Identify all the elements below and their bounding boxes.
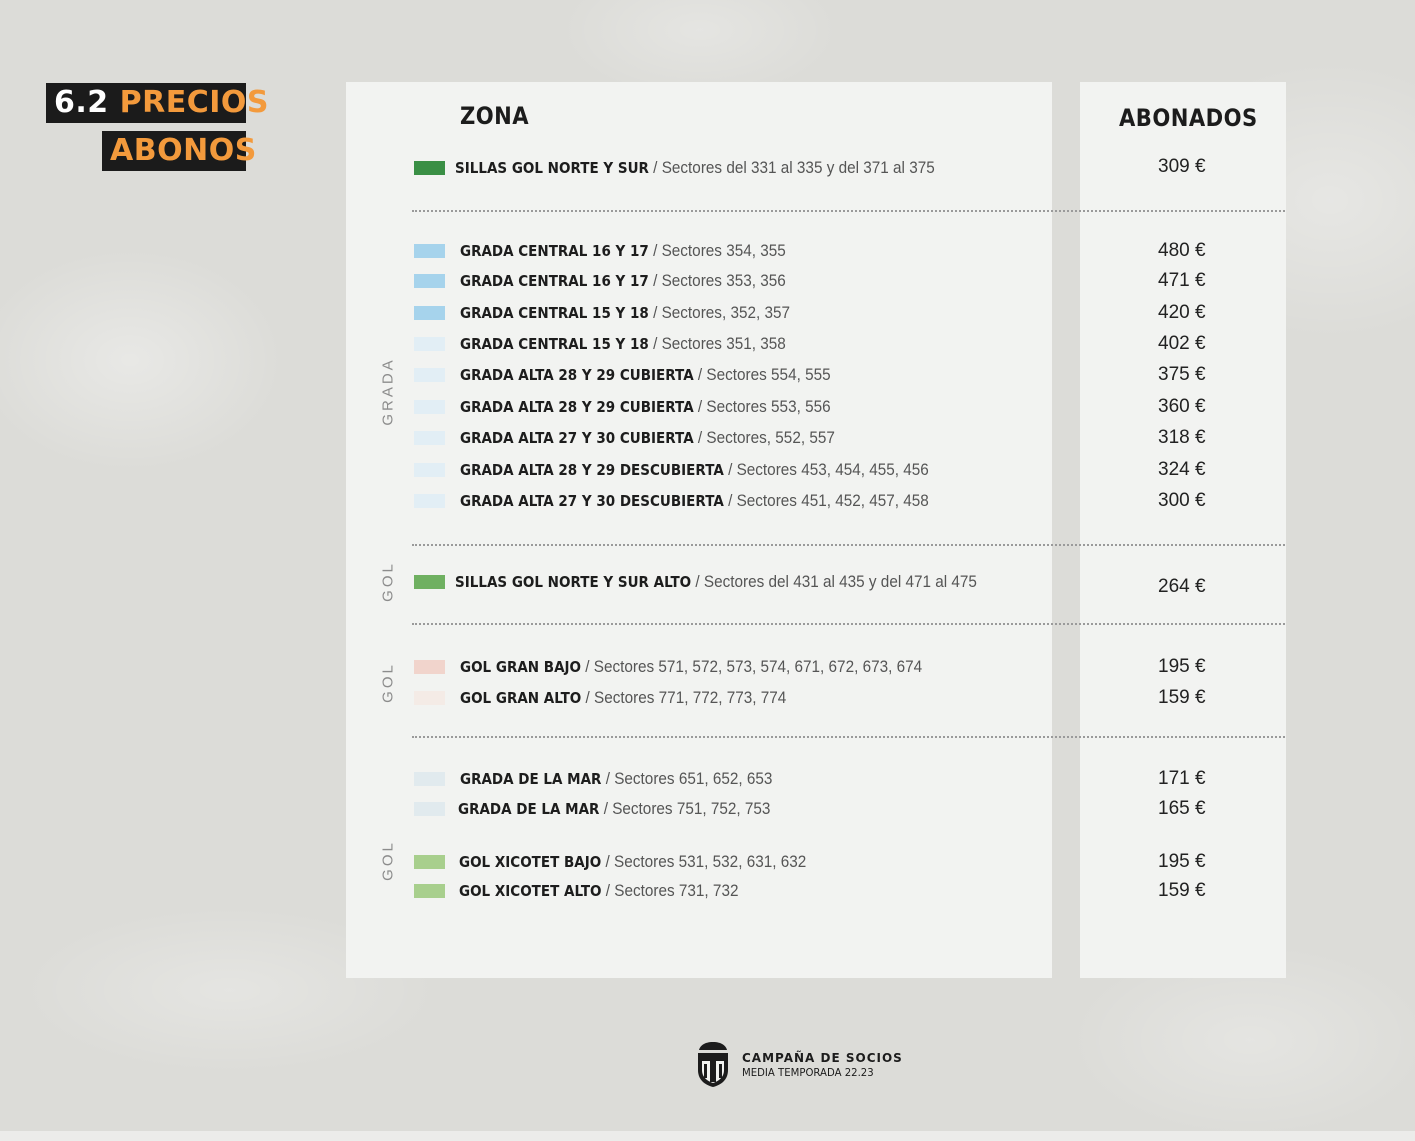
zone-sectors: Sectores 571, 572, 573, 574, 671, 672, 673, 674	[593, 657, 923, 676]
abonados-panel	[1080, 82, 1286, 978]
zone-sectors: Sectores 453, 454, 455, 456	[736, 460, 929, 479]
zone-name: GOL XICOTET ALTO	[459, 882, 602, 900]
zone-name: GRADA ALTA 28 Y 29 DESCUBIERTA	[460, 461, 724, 479]
zone-color-swatch	[414, 244, 445, 258]
zone-name: GRADA CENTRAL 15 Y 18	[460, 304, 649, 322]
price-value: 159 €	[1158, 880, 1206, 901]
price-row	[0, 571, 1415, 597]
price-value: 375 €	[1158, 364, 1206, 385]
price-value: 318 €	[1158, 427, 1206, 448]
zone-sectors: Sectores del 331 al 335 y del 371 al 375	[661, 158, 935, 177]
price-row	[0, 798, 1415, 820]
zone-label	[460, 459, 929, 481]
price-row	[0, 851, 1415, 873]
price-row	[0, 333, 1415, 355]
zone-separator: /	[691, 572, 704, 591]
price-row	[0, 240, 1415, 262]
zone-color-swatch	[414, 884, 445, 898]
zone-label	[460, 333, 786, 355]
price-row	[0, 157, 1415, 179]
zone-label	[460, 240, 786, 262]
zone-separator: /	[599, 799, 613, 818]
zone-sectors: Sectores 351, 358	[661, 334, 786, 353]
zone-separator: /	[648, 241, 662, 260]
price-row	[0, 880, 1415, 902]
bottom-strip	[0, 1131, 1415, 1141]
zone-separator: /	[648, 334, 662, 353]
price-value: 195 €	[1158, 851, 1206, 872]
abonados-column-header: ABONADOS	[1119, 104, 1258, 132]
price-value: 324 €	[1158, 459, 1206, 480]
zone-label	[459, 880, 738, 902]
zona-column-header: ZONA	[460, 102, 530, 130]
zone-separator: /	[648, 271, 662, 290]
zone-name: GOL XICOTET BAJO	[459, 853, 602, 871]
price-value: 360 €	[1158, 396, 1206, 417]
footer-season: MEDIA TEMPORADA 22.23	[742, 1066, 874, 1079]
zone-color-swatch	[414, 306, 445, 320]
zone-name: GRADA DE LA MAR	[460, 770, 602, 788]
zone-name: GRADA ALTA 27 Y 30 CUBIERTA	[460, 429, 694, 447]
price-row	[0, 270, 1415, 292]
zone-separator: /	[693, 365, 707, 384]
zone-label	[458, 798, 770, 820]
zone-name: SILLAS GOL NORTE Y SUR	[455, 159, 649, 177]
zone-separator: /	[693, 397, 707, 416]
price-row	[0, 364, 1415, 386]
zone-separator: /	[723, 460, 737, 479]
zone-name: GRADA ALTA 28 Y 29 CUBIERTA	[460, 398, 694, 416]
zone-color-swatch	[414, 772, 445, 786]
price-value: 159 €	[1158, 687, 1206, 708]
zone-color-swatch	[414, 575, 445, 589]
zone-label	[459, 851, 806, 873]
price-row	[0, 687, 1415, 709]
zone-label	[460, 364, 831, 386]
zone-separator: /	[648, 158, 662, 177]
price-value: 195 €	[1158, 656, 1206, 677]
zone-separator: /	[693, 428, 707, 447]
zone-separator: /	[601, 769, 615, 788]
zone-name: GRADA CENTRAL 15 Y 18	[460, 335, 649, 353]
zone-label	[460, 302, 790, 324]
zone-label	[460, 490, 929, 512]
zone-sectors: Sectores 554, 555	[706, 365, 831, 384]
price-row	[0, 656, 1415, 678]
zone-label	[460, 396, 831, 418]
price-row	[0, 490, 1415, 512]
zone-color-swatch	[414, 400, 445, 414]
zone-label	[460, 768, 772, 790]
zone-color-swatch	[414, 274, 445, 288]
zone-sectors: Sectores 353, 356	[661, 271, 786, 290]
zone-label	[455, 157, 935, 179]
separator-line	[412, 544, 1285, 546]
price-row	[0, 768, 1415, 790]
price-value: 165 €	[1158, 798, 1206, 819]
zone-name: GRADA DE LA MAR	[458, 800, 600, 818]
zone-color-swatch	[414, 337, 445, 351]
zone-separator: /	[581, 657, 594, 676]
zone-color-swatch	[414, 802, 445, 816]
zone-color-swatch	[414, 691, 445, 705]
section-number: 6.2	[54, 85, 109, 120]
price-row	[0, 302, 1415, 324]
price-row	[0, 396, 1415, 418]
zone-sectors: Sectores 531, 532, 631, 632	[614, 852, 807, 871]
separator-line	[412, 736, 1285, 738]
zone-name: GRADA ALTA 28 Y 29 CUBIERTA	[460, 366, 694, 384]
section-label-gol-2: GOL	[379, 662, 397, 703]
price-value: 420 €	[1158, 302, 1206, 323]
zone-color-swatch	[414, 463, 445, 477]
zone-sectors: Sectores 651, 652, 653	[614, 769, 773, 788]
separator-line	[412, 210, 1285, 212]
price-value: 480 €	[1158, 240, 1206, 261]
zone-sectors: Sectores, 552, 557	[706, 428, 835, 447]
title-word-precios: PRECIOS	[119, 85, 269, 120]
zone-sectors: Sectores, 352, 357	[661, 303, 791, 322]
price-row	[0, 427, 1415, 449]
section-title-line-1	[46, 83, 269, 123]
zone-label	[455, 571, 977, 593]
price-value: 264 €	[1158, 576, 1206, 597]
footer	[694, 1040, 914, 1090]
zone-label	[460, 656, 922, 678]
zone-name: GRADA ALTA 27 Y 30 DESCUBIERTA	[460, 492, 724, 510]
zone-separator: /	[601, 881, 615, 900]
zone-color-swatch	[414, 161, 445, 175]
zone-sectors: Sectores 731, 732	[614, 881, 739, 900]
zone-color-swatch	[414, 660, 445, 674]
zone-name: GRADA CENTRAL 16 Y 17	[460, 242, 649, 260]
zone-label	[460, 427, 835, 449]
section-label-gol-1: GOL	[379, 561, 397, 602]
price-value: 300 €	[1158, 490, 1206, 511]
zone-sectors: Sectores 553, 556	[706, 397, 831, 416]
zone-label	[460, 270, 786, 292]
price-value: 471 €	[1158, 270, 1206, 291]
separator-line	[412, 623, 1285, 625]
zone-separator: /	[648, 303, 662, 322]
price-value: 171 €	[1158, 768, 1206, 789]
section-label-gol-3: GOL	[379, 840, 397, 881]
zone-name: GOL GRAN BAJO	[460, 658, 582, 676]
zone-separator: /	[723, 491, 737, 510]
zone-name: GOL GRAN ALTO	[460, 689, 582, 707]
price-row	[0, 459, 1415, 481]
zone-color-swatch	[414, 855, 445, 869]
zone-separator: /	[581, 688, 595, 707]
zone-name: GRADA CENTRAL 16 Y 17	[460, 272, 649, 290]
footer-campaign-title: CAMPAÑA DE SOCIOS	[742, 1051, 903, 1065]
title-word-abonos: ABONOS	[110, 133, 257, 168]
zone-sectors: Sectores 451, 452, 457, 458	[736, 491, 929, 510]
price-value: 309 €	[1158, 156, 1206, 177]
zone-sectors: Sectores del 431 al 435 y del 471 al 475	[703, 572, 977, 591]
zone-sectors: Sectores 771, 772, 773, 774	[594, 688, 787, 707]
zone-color-swatch	[414, 494, 445, 508]
price-value: 402 €	[1158, 333, 1206, 354]
zone-name: SILLAS GOL NORTE Y SUR ALTO	[455, 573, 692, 591]
section-label-grada: GRADA	[379, 357, 397, 426]
zone-sectors: Sectores 354, 355	[661, 241, 786, 260]
zone-color-swatch	[414, 368, 445, 382]
zone-color-swatch	[414, 431, 445, 445]
club-crest-icon	[694, 1040, 732, 1088]
zona-panel	[346, 82, 1052, 978]
zone-label	[460, 687, 786, 709]
zone-sectors: Sectores 751, 752, 753	[612, 799, 771, 818]
zone-separator: /	[601, 852, 615, 871]
